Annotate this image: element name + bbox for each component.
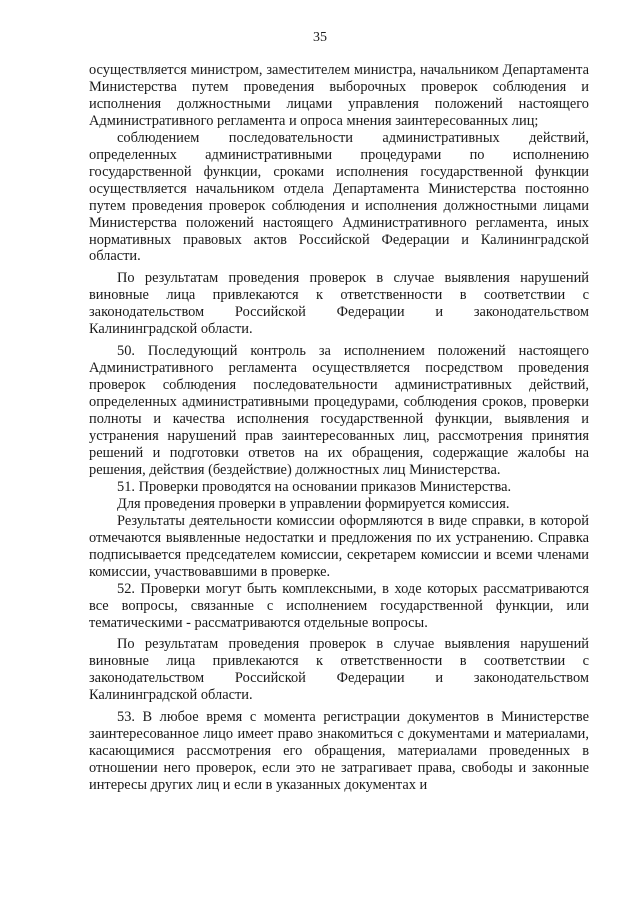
paragraph-sequence-control: соблюдением последовательности административных действий, определенных административными процедурами по исполнению государственной функции, сроками исполнения государственной функции осуществляется начальником отдела Департамента Министерства постоянно путем проведения проверок соблюдения и исполнения должностными лицами Министерства положений настоящего Административного регламента, иных нормативных правовых актов Российской Федерации и Калининградской области. <box>89 129 589 265</box>
paragraph-clause-53: 53. В любое время с момента регистрации документов в Министерстве заинтересованное лицо имеет право знакомиться с документами и материалами, касающимися рассмотрения его обращения, материалами проведенных в отношении него проверок, если это не затрагивает права, свободы и законные интересы других лиц и если в указанных документах и <box>89 709 589 794</box>
paragraph-commission-results: Результаты деятельности комиссии оформляются в виде справки, в которой отмечаются выявленные недостатки и предложения по их устранению. Справка подписывается председателем комиссии, секретарем комиссии и всеми членами комиссии, участвовавшими в проверке. <box>89 512 589 580</box>
paragraph-clause-51: 51. Проверки проводятся на основании приказов Министерства. <box>117 478 512 495</box>
paragraph-liability: По результатам проведения проверок в случае выявления нарушений виновные лица привлекаются к ответственности в соответствии с законодательством Российской Федерации и законодательством Калининградской области. <box>89 270 589 338</box>
page-number: 35 <box>313 30 327 45</box>
paragraph-clause-52: 52. Проверки могут быть комплексными, в ходе которых рассматриваются все вопросы, связанные с исполнением государственной функции, или тематическими - рассматриваются отдельные вопросы. <box>89 580 589 631</box>
paragraph-clause-50: 50. Последующий контроль за исполнением положений настоящего Административного регламента осуществляется посредством проведения проверок соблюдения последовательности административных действий, определенных административными процедурами, соблюдения сроков, проверки полноты и качества исполнения государственной функции, выявления и устранения нарушений прав заинтересованных лиц, рассмотрения принятия решений и подготовки ответов на их обращения, содержащие жалобы на решения, действия (бездействие) должностных лиц Министерства. <box>89 343 589 478</box>
paragraph-continuation: осуществляется министром, заместителем министра, начальником Департамента Министерства путем проведения выборочных проверок соблюдения и исполнения должностными лицами управления положений настоящего Административного регламента и опроса мнения заинтересованных лиц; <box>89 62 589 129</box>
paragraph-commission: Для проведения проверки в управлении формируется комиссия. <box>117 495 510 512</box>
paragraph-liability-2: По результатам проведения проверок в случае выявления нарушений виновные лица привлекаются к ответственности в соответствии с законодательством Российской Федерации и законодательством Калининградской области. <box>89 636 589 704</box>
document-body <box>89 62 589 794</box>
